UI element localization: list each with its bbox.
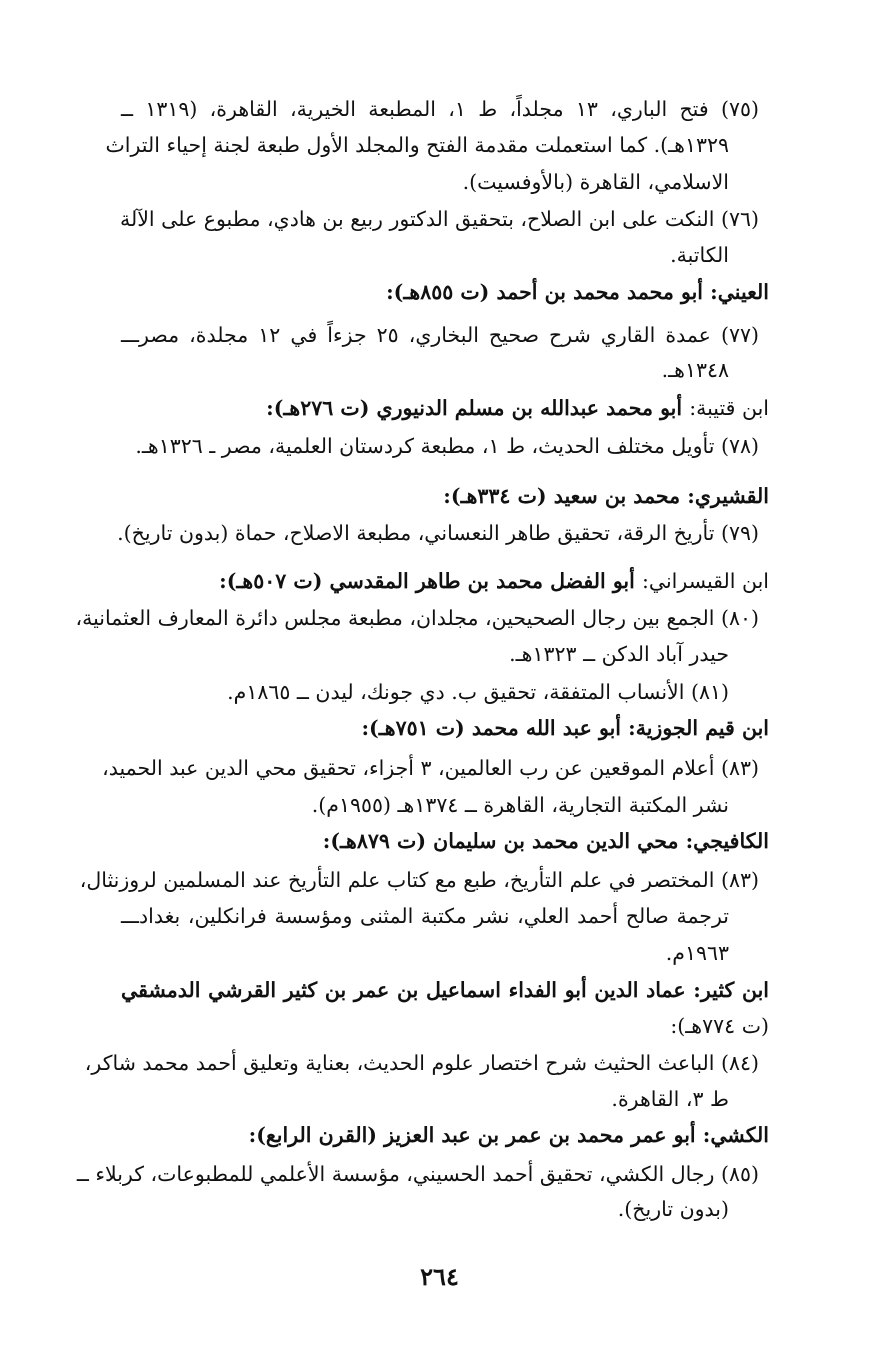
author-name: أبو محمد محمد بن أحمد (ت ٨٥٥هـ): [386,280,711,304]
author-heading [121,393,769,423]
author-label: الكافيجي: [685,829,769,853]
bibliography-entry-79: (٧٩) تأريخ الرقة، تحقيق طاهر النعساني، مطبعة الاصلاح، حماة (بدون تاريخ). [117,521,759,545]
author-label: ابن القيسراني: [641,569,769,593]
author-name: عماد الدين أبو الفداء اسماعيل بن عمر بن كثير القرشي الدمشقي [121,978,694,1002]
bibliography-entry-80: (٨٠) الجمع بين رجال الصحيحين، مجلدان، مطبعة مجلس دائرة المعارف العثمانية، [75,606,759,630]
author-heading [121,277,769,307]
author-label: ابن قتيبة: [689,396,769,420]
entry-continuation: ترجمة صالح أحمد العلي، نشر مكتبة المثنى ومؤسسة فرانكلين، بغدادـــ [121,904,729,928]
author-heading [121,566,769,596]
author-name: أبو محمد عبدالله بن مسلم الدنيوري (ت ٢٧٦هـ): [266,396,690,420]
bibliography-entry-77: (٧٧) عمدة القاري شرح صحيح البخاري، ٢٥ جزءاً في ١٢ مجلدة، مصرـــ [121,323,759,347]
bibliography-entry-76: (٧٦) النكت على ابن الصلاح، بتحقيق الدكتور ربيع بن هادي، مطبوع على الآلة [119,207,759,231]
author-label: الكشي: [702,1123,769,1147]
bibliography-entry-85: (٨٥) رجال الكشي، تحقيق أحمد الحسيني، مؤسسة الأعلمي للمطبوعات، كربلاء ــ [76,1162,759,1186]
bibliography-entry-83b: (٨٣) المختصر في علم التأريخ، طبع مع كتاب علم التأريخ عند المسلمين لروزنثال، [79,868,759,892]
bibliography-entry-75: (٧٥) فتح الباري، ١٣ مجلداً، ط ١، المطبعة الخيرية، القاهرة، (١٣١٩ ــ [121,97,759,121]
author-label: القشيري: [687,484,769,508]
bibliography-entry-78: (٧٨) تأويل مختلف الحديث، ط ١، مطبعة كردستان العلمية، مصر ـ ١٣٢٦هـ. [135,434,759,458]
author-name: محي الدين محمد بن سليمان (ت ٨٧٩هـ): [322,829,686,853]
entry-continuation: ١٣٤٨هـ. [661,358,729,382]
bibliography-entry-83: (٨٣) أعلام الموقعين عن رب العالمين، ٣ أجزاء، تحقيق محي الدين عبد الحميد، [102,756,759,780]
author-label: العيني: [710,280,769,304]
entry-continuation: ط ٣، القاهرة. [611,1087,729,1111]
entry-continuation: ١٩٦٣م. [665,941,729,965]
author-heading [121,826,769,856]
author-name: محمد بن سعيد (ت ٣٣٤هـ): [443,484,688,508]
author-name: أبو عبد الله محمد (ت ٧٥١هـ): [361,716,629,740]
page-number: ٢٦٤ [420,1262,459,1291]
author-heading [121,713,769,743]
author-heading [121,1120,769,1150]
author-death-date: (ت ٧٧٤هـ): [670,1014,769,1038]
author-label: ابن كثير: [693,978,769,1002]
author-heading [121,481,769,511]
author-name: أبو عمر محمد بن عمر بن عبد العزيز (القرن الرابع): [248,1123,703,1147]
entry-continuation: حيدر آباد الدكن ــ ١٣٢٣هـ. [509,642,729,666]
bibliography-entry-81: (٨١) الأنساب المتفقة، تحقيق ب. دي جونك، ليدن ــ ١٨٦٥م. [227,680,729,704]
entry-continuation: الاسلامي، القاهرة (بالأوفسيت). [462,170,729,194]
author-label: ابن قيم الجوزية: [628,716,769,740]
entry-continuation: الكاتبة. [670,243,729,267]
entry-continuation: نشر المكتبة التجارية، القاهرة ــ ١٣٧٤هـ (١٩٥٥م). [311,793,729,817]
entry-continuation: ١٣٢٩هـ). كما استعملت مقدمة الفتح والمجلد الأول طبعة لجنة إحياء التراث [105,133,729,157]
entry-continuation: (بدون تاريخ). [617,1197,729,1221]
author-heading [121,975,769,1005]
author-name: أبو الفضل محمد بن طاهر المقدسي (ت ٥٠٧هـ): [219,569,642,593]
bibliography-entry-84: (٨٤) الباعث الحثيث شرح اختصار علوم الحديث، بعناية وتعليق أحمد محمد شاكر، [84,1051,759,1075]
